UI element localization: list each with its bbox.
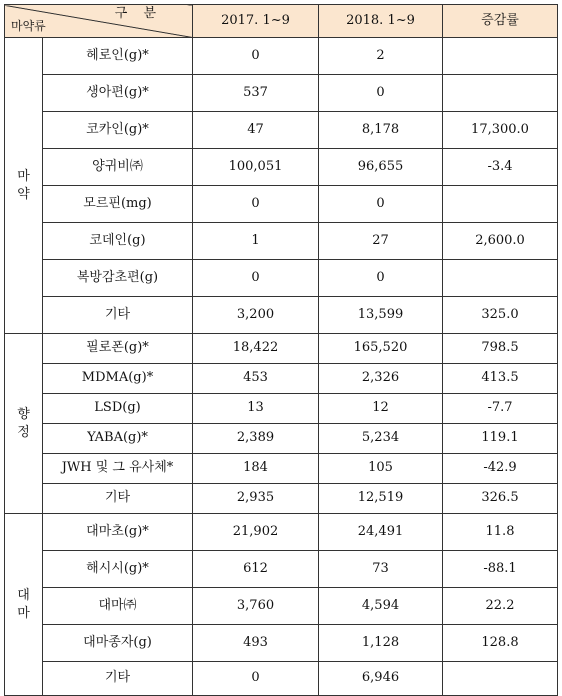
category-cell [5,514,43,696]
corner-header-cell [5,5,193,38]
header-gubun: 구 분 [114,6,162,21]
drug-name-cell: 코카인(g)* [43,112,193,149]
value-2017-cell: 0 [193,186,319,223]
table-row [5,186,558,223]
table-row [5,149,558,186]
change-rate-cell: -42.9 [443,454,558,484]
table-row [5,454,558,484]
change-rate-cell: 11.8 [443,514,558,551]
table-row [5,260,558,297]
value-2017-cell: 100,051 [193,149,319,186]
change-rate-cell: -3.4 [443,149,558,186]
table-row [5,551,558,588]
value-2017-cell: 47 [193,112,319,149]
table-row [5,514,558,551]
change-rate-cell: 22.2 [443,588,558,625]
value-2017-cell: 2,389 [193,424,319,454]
value-2018-cell: 96,655 [319,149,443,186]
table-row [5,297,558,334]
drug-name-cell: JWH 및 그 유사체* [43,454,193,484]
value-2018-cell: 13,599 [319,297,443,334]
header-2017: 2017. 1~9 [193,5,319,38]
drug-name-cell: 모르핀(mg) [43,186,193,223]
value-2017-cell: 184 [193,454,319,484]
value-2018-cell: 5,234 [319,424,443,454]
change-rate-cell: 326.5 [443,484,558,514]
header-row [5,5,558,38]
value-2018-cell: 27 [319,223,443,260]
drug-name-cell: YABA(g)* [43,424,193,454]
change-rate-cell: 2,600.0 [443,223,558,260]
table-row [5,588,558,625]
table-row [5,112,558,149]
value-2018-cell: 24,491 [319,514,443,551]
header-drug-type: 마약류 [11,18,46,33]
change-rate-cell [443,38,558,75]
value-2018-cell: 4,594 [319,588,443,625]
change-rate-cell: 798.5 [443,334,558,364]
value-2017-cell: 0 [193,260,319,297]
drug-name-cell: 헤로인(g)* [43,38,193,75]
table-row [5,223,558,260]
table-row [5,364,558,394]
drug-name-cell: 필로폰(g)* [43,334,193,364]
change-rate-cell: 413.5 [443,364,558,394]
value-2018-cell: 12 [319,394,443,424]
value-2017-cell: 13 [193,394,319,424]
change-rate-cell: -7.7 [443,394,558,424]
drug-name-cell: 양귀비㈜ [43,149,193,186]
drug-name-cell: 대마종자(g) [43,625,193,662]
value-2018-cell: 0 [319,260,443,297]
value-2018-cell: 73 [319,551,443,588]
category-label-char: 향 [17,406,30,422]
change-rate-cell: 128.8 [443,625,558,662]
change-rate-cell: 325.0 [443,297,558,334]
value-2017-cell: 21,902 [193,514,319,551]
value-2018-cell: 105 [319,454,443,484]
change-rate-cell: 119.1 [443,424,558,454]
change-rate-cell [443,260,558,297]
change-rate-cell [443,186,558,223]
value-2017-cell: 493 [193,625,319,662]
category-cell [5,38,43,334]
change-rate-cell: 17,300.0 [443,112,558,149]
drug-name-cell: 해시시(g)* [43,551,193,588]
table-row [5,625,558,662]
table-row [5,334,558,364]
category-label-char: 대 [17,587,30,603]
value-2017-cell: 18,422 [193,334,319,364]
change-rate-cell: -88.1 [443,551,558,588]
drug-name-cell: 기타 [43,484,193,514]
value-2017-cell: 3,200 [193,297,319,334]
value-2017-cell: 2,935 [193,484,319,514]
value-2017-cell: 0 [193,662,319,696]
table-row [5,424,558,454]
table-row [5,38,558,75]
header-2018: 2018. 1~9 [319,5,443,38]
table-row [5,394,558,424]
value-2018-cell: 0 [319,75,443,112]
category-label-char: 마 [17,168,30,184]
category-label-char: 약 [17,186,30,202]
value-2017-cell: 537 [193,75,319,112]
table-row [5,662,558,696]
change-rate-cell [443,662,558,696]
drug-name-cell: 코데인(g) [43,223,193,260]
value-2017-cell: 612 [193,551,319,588]
drug-name-cell: 기타 [43,297,193,334]
drug-name-cell: LSD(g) [43,394,193,424]
value-2018-cell: 8,178 [319,112,443,149]
drug-seizure-table [4,4,558,696]
header-change: 증감률 [443,5,558,38]
category-label-char: 정 [17,424,30,440]
value-2017-cell: 1 [193,223,319,260]
value-2018-cell: 165,520 [319,334,443,364]
drug-name-cell: MDMA(g)* [43,364,193,394]
table-row [5,75,558,112]
drug-name-cell: 기타 [43,662,193,696]
drug-name-cell: 생아편(g)* [43,75,193,112]
value-2017-cell: 0 [193,38,319,75]
value-2017-cell: 453 [193,364,319,394]
change-rate-cell [443,75,558,112]
table-body [5,38,558,696]
value-2018-cell: 0 [319,186,443,223]
value-2018-cell: 2 [319,38,443,75]
drug-name-cell: 대마초(g)* [43,514,193,551]
category-label-char: 마 [17,605,30,621]
value-2017-cell: 3,760 [193,588,319,625]
value-2018-cell: 1,128 [319,625,443,662]
value-2018-cell: 12,519 [319,484,443,514]
drug-name-cell: 복방감초편(g) [43,260,193,297]
drug-name-cell: 대마㈜ [43,588,193,625]
category-cell [5,334,43,514]
table-row [5,484,558,514]
value-2018-cell: 2,326 [319,364,443,394]
value-2018-cell: 6,946 [319,662,443,696]
